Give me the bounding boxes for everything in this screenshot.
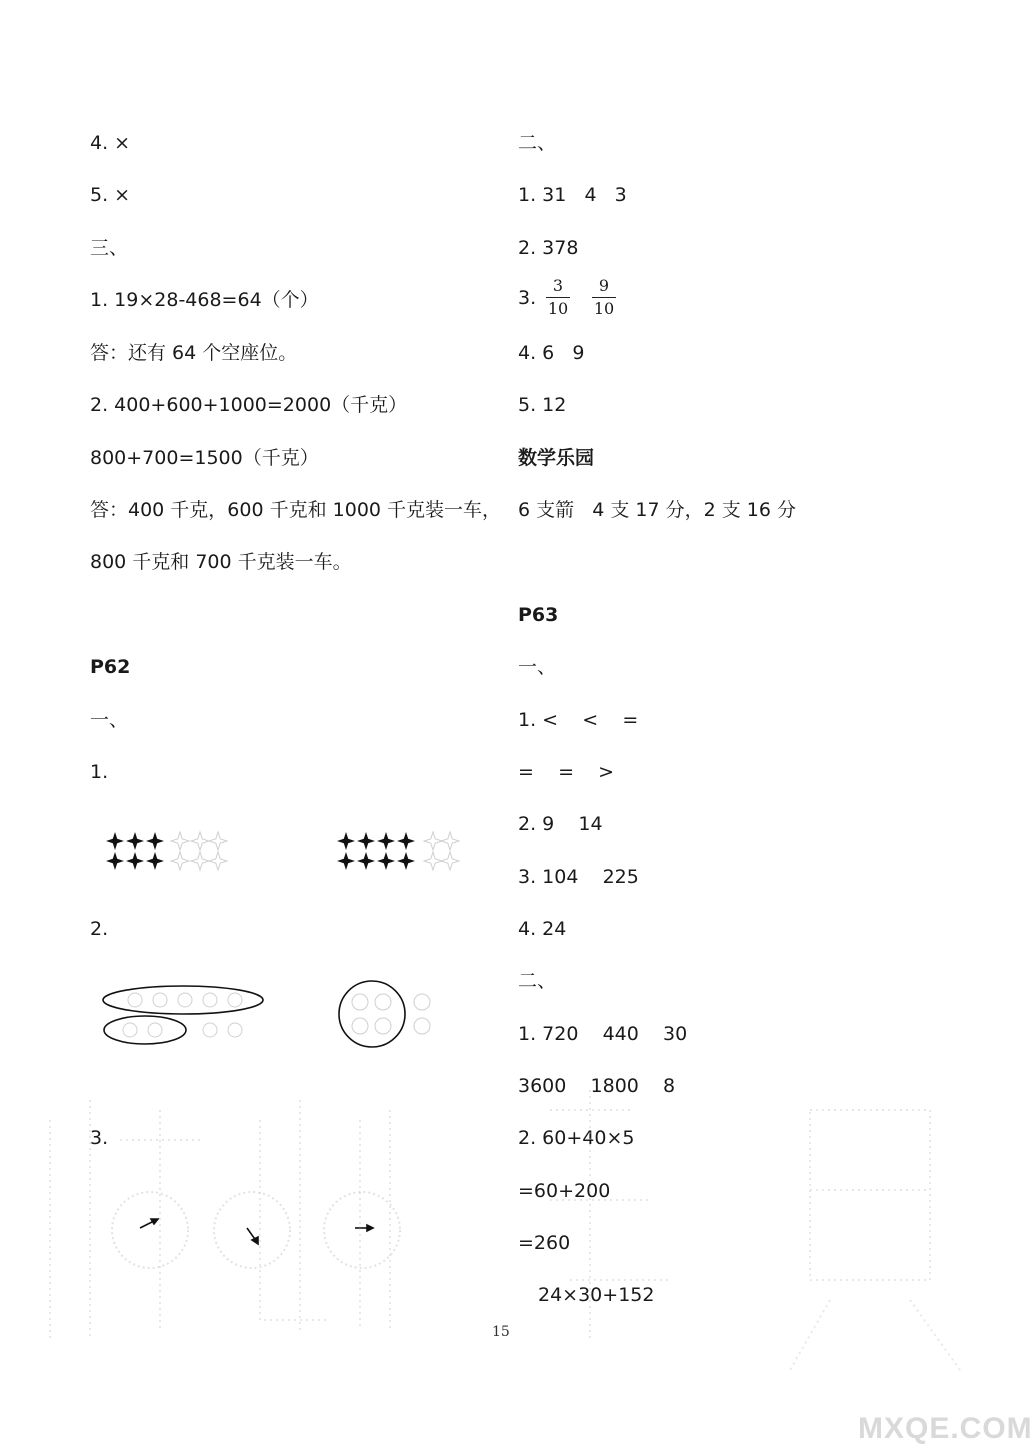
answer-line: 2. 378 — [518, 237, 579, 259]
section-heading: 数学乐园 — [518, 447, 595, 469]
answer-line: 3. 104 225 — [518, 866, 639, 888]
section-heading: 二、 — [518, 132, 557, 154]
answer-line: 3600 1800 8 — [518, 1075, 676, 1097]
answer-line: 答：还有 64 个空座位。 — [90, 342, 298, 364]
section-heading: 一、 — [518, 656, 557, 678]
grouping-figure — [100, 978, 440, 1053]
four-point-star-icon — [424, 832, 459, 870]
answer-line: 6 支箭 4 支 17 分，2 支 16 分 — [518, 499, 797, 521]
section-heading: 三、 — [90, 237, 129, 259]
four-point-star-icon — [337, 832, 415, 870]
answer-line: 4. × — [90, 132, 131, 154]
section-heading: 二、 — [518, 970, 557, 992]
answer-line: = = > — [518, 761, 615, 783]
lock-coin-icon — [123, 993, 242, 1037]
answer-line: 5. × — [90, 184, 131, 206]
answer-line: 1. < < = — [518, 709, 639, 731]
page-number: 15 — [492, 1324, 510, 1340]
answer-line: 2. 400+600+1000=2000（千克） — [90, 394, 408, 416]
answer-line: 1. 19×28-468=64（个） — [90, 289, 319, 311]
watermark-logo: MXQE.COM — [858, 1412, 1033, 1445]
lock-coin-icon — [352, 994, 430, 1034]
answer-line: 4. 6 9 — [518, 342, 585, 364]
answer-line: 2. 9 14 — [518, 813, 603, 835]
four-point-star-icon — [171, 832, 227, 870]
answer-line: 答：400 千克，600 千克和 1000 千克装一车， — [90, 499, 502, 521]
answer-line: 3. — [518, 287, 537, 309]
answer-line: 5. 12 — [518, 394, 567, 416]
answer-line: 800+700=1500（千克） — [90, 447, 319, 469]
star-figure — [100, 828, 470, 878]
section-heading: 一、 — [90, 709, 129, 731]
question-number: 2. — [90, 918, 109, 940]
answer-line: 800 千克和 700 千克装一车。 — [90, 551, 352, 573]
fraction: 9 10 — [593, 276, 615, 318]
answer-line: 4. 24 — [518, 918, 567, 940]
watermark-graphic — [30, 1080, 990, 1380]
answer-line: 2. 60+40×5 — [518, 1127, 635, 1149]
page-heading: P63 — [518, 604, 559, 626]
answer-line: 1. 31 4 3 — [518, 184, 627, 206]
page-heading: P62 — [90, 656, 131, 678]
answer-line: 24×30+152 — [538, 1284, 655, 1306]
fraction: 3 10 — [547, 276, 569, 318]
answer-line: 1. 720 440 30 — [518, 1023, 688, 1045]
four-point-star-icon — [106, 832, 164, 870]
question-number: 1. — [90, 761, 109, 783]
answer-line: =260 — [518, 1232, 571, 1254]
question-number: 3. — [90, 1127, 109, 1149]
answer-line: =60+200 — [518, 1180, 611, 1202]
